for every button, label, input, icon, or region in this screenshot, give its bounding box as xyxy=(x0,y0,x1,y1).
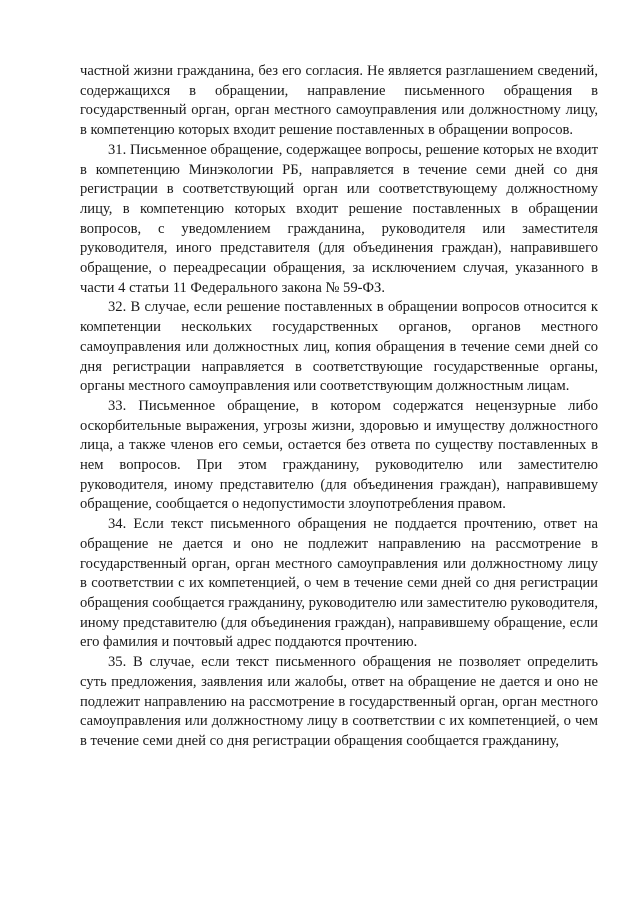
document-page xyxy=(80,62,598,752)
paragraph-35: 35. В случае, если текст письменного обращения не позволяет определить суть предложения, заявления или жалобы, ответ на обращение не дается и оно не подлежит направлению на рассмотрение в государственный орган, орган местного самоуправления или должностному лицу в соответствии с их компетенцией, о чем в течение семи дней со дня регистрации обращения сообщается гражданину, xyxy=(80,654,598,749)
paragraph-34: 34. Если текст письменного обращения не поддается прочтению, ответ на обращение не дается и оно не подлежит направлению на рассмотрение в государственный орган, орган местного самоуправления или должностному лицу в соответствии с их компетенцией, о чем в течение семи дней со дня регистрации обращения сообщается гражданину, руководителю или заместителю руководителя, иному представителю (для объединения граждан), направившему обращение, если его фамилия и почтовый адрес поддаются прочтению. xyxy=(80,516,598,651)
paragraph-32: 32. В случае, если решение поставленных в обращении вопросов относится к компетенции нескольких государственных органов, органов местного самоуправления или должностных лиц, копия обращения в течение семи дней со дня регистрации направляется в соответствующие государственные органы, органы местного самоуправления или соответствующим должностным лицам. xyxy=(80,299,598,395)
paragraph-31: 31. Письменное обращение, содержащее вопросы, решение которых не входит в компетенцию Минэкологии РБ, направляется в течение семи дней со дня регистрации в соответствующий орган или соответствующему должностному лицу, в компетенцию которых входит решение поставленных в обращении вопросов, с уведомлением гражданина, руководителя или заместителя руководителя, иного представителя (для объединения граждан), направившего обращение, о переадресации обращения, за исключением случая, указанного в части 4 статьи 11 Федерального закона № 59-ФЗ. xyxy=(80,141,598,296)
paragraph-continuation: частной жизни гражданина, без его согласия. Не является разглашением сведений, содержащихся в обращении, направление письменного обращения в государственный орган, орган местного самоуправления или должностному лицу, в компетенцию которых входит решение поставленных в обращении вопросов. xyxy=(80,63,598,139)
paragraph-33: 33. Письменное обращение, в котором содержатся нецензурные либо оскорбительные выражения, угрозы жизни, здоровью и имуществу должностного лица, а также членов его семьи, остается без ответа по существу поставленных в нем вопросов. При этом гражданину, руководителю или заместителю руководителя, иному представителю (для объединения граждан), направившему обращение, сообщается о недопустимости злоупотребления правом. xyxy=(80,397,598,513)
